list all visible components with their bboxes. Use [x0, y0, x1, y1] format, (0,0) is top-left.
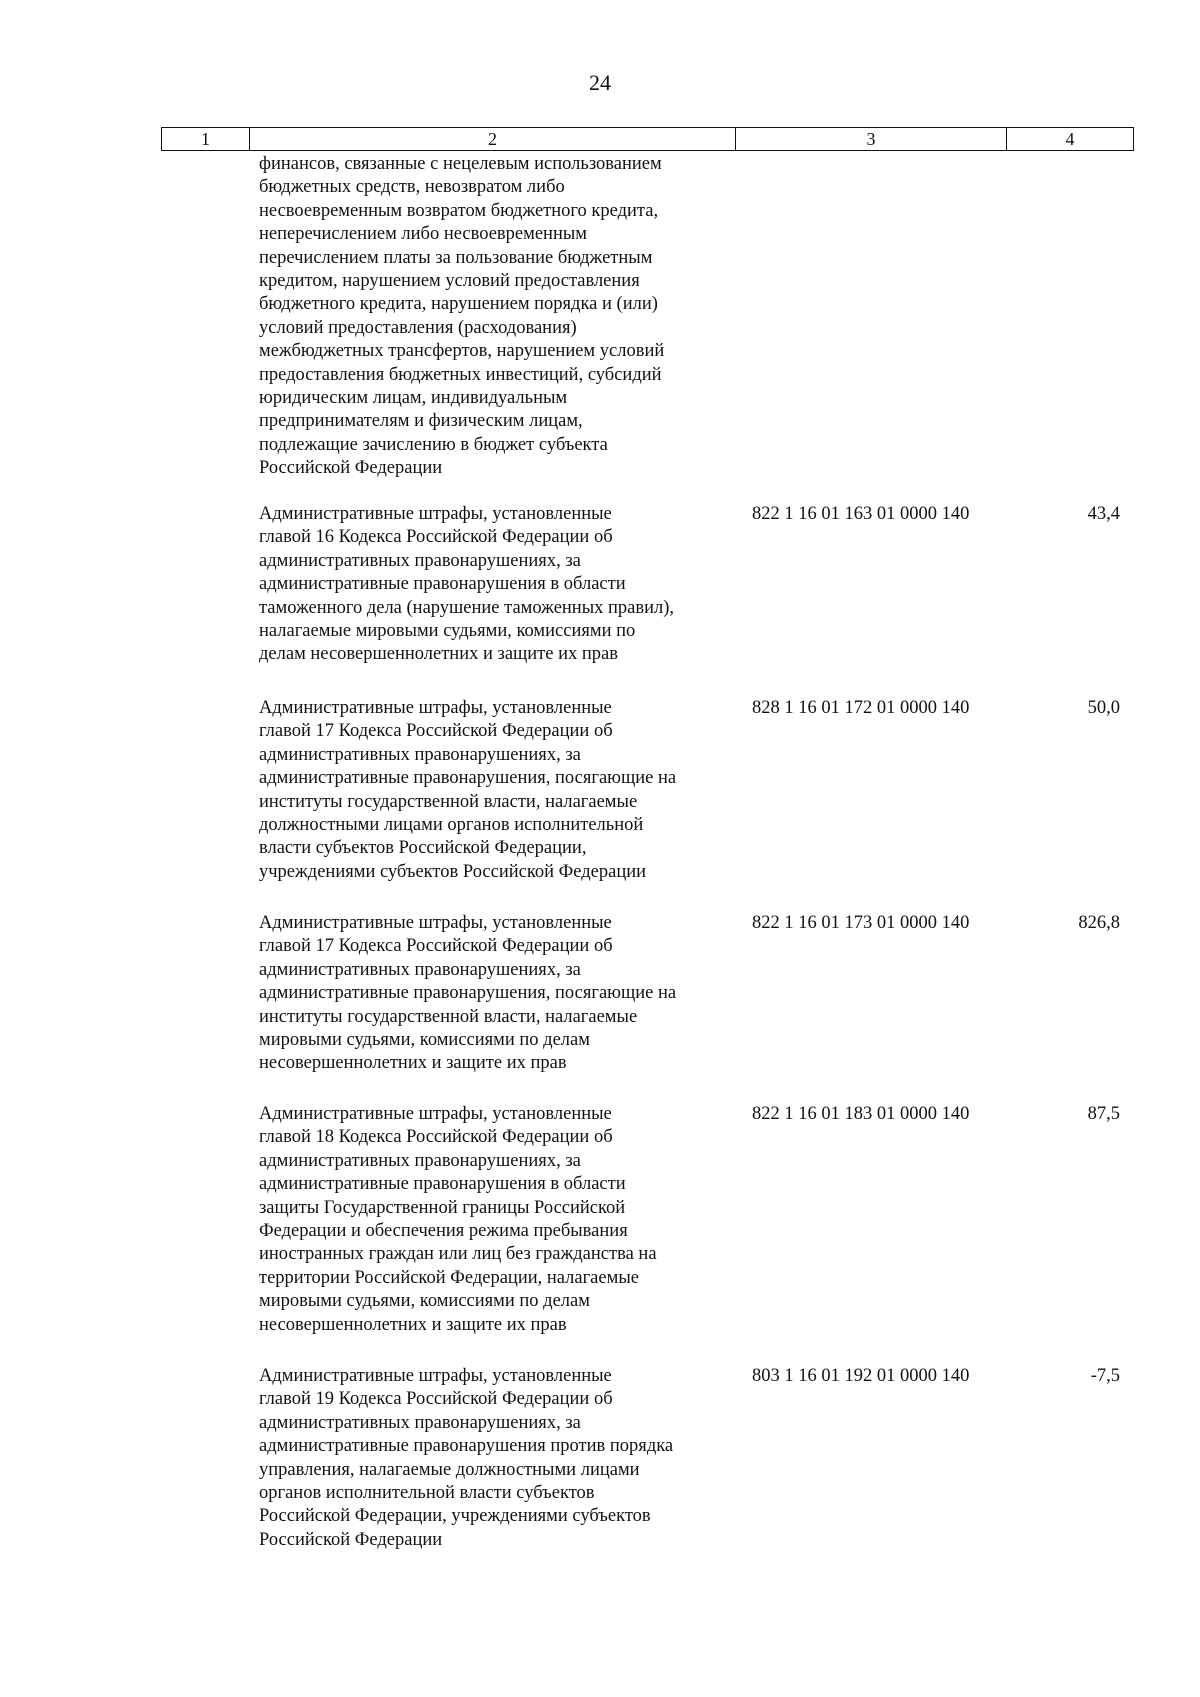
- row-amount: -7,5: [1090, 1366, 1120, 1386]
- row-code: 828 1 16 01 172 01 0000 140: [752, 698, 970, 718]
- row-description: Административные штрафы, установленные главой 17 Кодекса Российской Федерации об административных правонарушениях, за административные правонарушения, посягающие на институты государственной власти, налагаемые мировыми судьями, комиссиями по делам несовершеннолетних и защите их прав: [259, 913, 677, 1074]
- table-header: [161, 127, 1134, 151]
- header-col-3: 3: [736, 128, 1007, 151]
- row-code: 822 1 16 01 183 01 0000 140: [752, 1104, 970, 1124]
- row-description: Административные штрафы, установленные главой 18 Кодекса Российской Федерации об административных правонарушениях, за административные правонарушения в области защиты Государственной границы Российской Федерации и обеспечения режима пребывания иностранных граждан или лиц без гражданства на территории Российской Федерации, налагаемые мировыми судьями, комиссиями по делам несовершеннолетних и защите их прав: [259, 1104, 657, 1335]
- header-col-2: 2: [250, 128, 736, 151]
- row-amount: 43,4: [1087, 504, 1120, 524]
- header-col-4: 4: [1007, 128, 1134, 151]
- row-amount: 826,8: [1078, 913, 1120, 933]
- header-row: [162, 128, 1134, 151]
- row-amount: 87,5: [1087, 1104, 1120, 1124]
- page-number: 24: [589, 70, 611, 95]
- row-code: 803 1 16 01 192 01 0000 140: [752, 1366, 970, 1386]
- row-description: Административные штрафы, установленные главой 17 Кодекса Российской Федерации об административных правонарушениях, за административные правонарушения, посягающие на институты государственной власти, налагаемые должностными лицами органов исполнительной власти субъектов Российской Федерации, учреждениями субъектов Российской Федерации: [259, 698, 677, 882]
- row-description: финансов, связанные с нецелевым использованием бюджетных средств, невозвратом либо несвоевременным возвратом бюджетного кредита, неперечислением либо несвоевременным перечислением платы за пользование бюджетным кредитом, нарушением условий предоставления бюджетного кредита, нарушением порядка и (или) условий предоставления (расходования) межбюджетных трансфертов, нарушением условий предоставления бюджетных инвестиций, субсидий юридическим лицам, индивидуальным предпринимателям и физическим лицам, подлежащие зачислению в бюджет субъекта Российской Федерации: [259, 154, 665, 479]
- row-code: 822 1 16 01 163 01 0000 140: [752, 504, 970, 524]
- row-code: 822 1 16 01 173 01 0000 140: [752, 913, 970, 933]
- header-col-1: 1: [162, 128, 250, 151]
- row-description: Административные штрафы, установленные главой 16 Кодекса Российской Федерации об административных правонарушениях, за административные правонарушения в области таможенного дела (нарушение таможенных правил), налагаемые мировыми судьями, комиссиями по делам несовершеннолетних и защите их прав: [259, 504, 675, 665]
- row-description: Административные штрафы, установленные главой 19 Кодекса Российской Федерации об административных правонарушениях, за административные правонарушения против порядка управления, налагаемые должностными лицами органов исполнительной власти субъектов Российской Федерации, учреждениями субъектов Российской Федерации: [259, 1366, 674, 1550]
- row-amount: 50,0: [1087, 698, 1120, 718]
